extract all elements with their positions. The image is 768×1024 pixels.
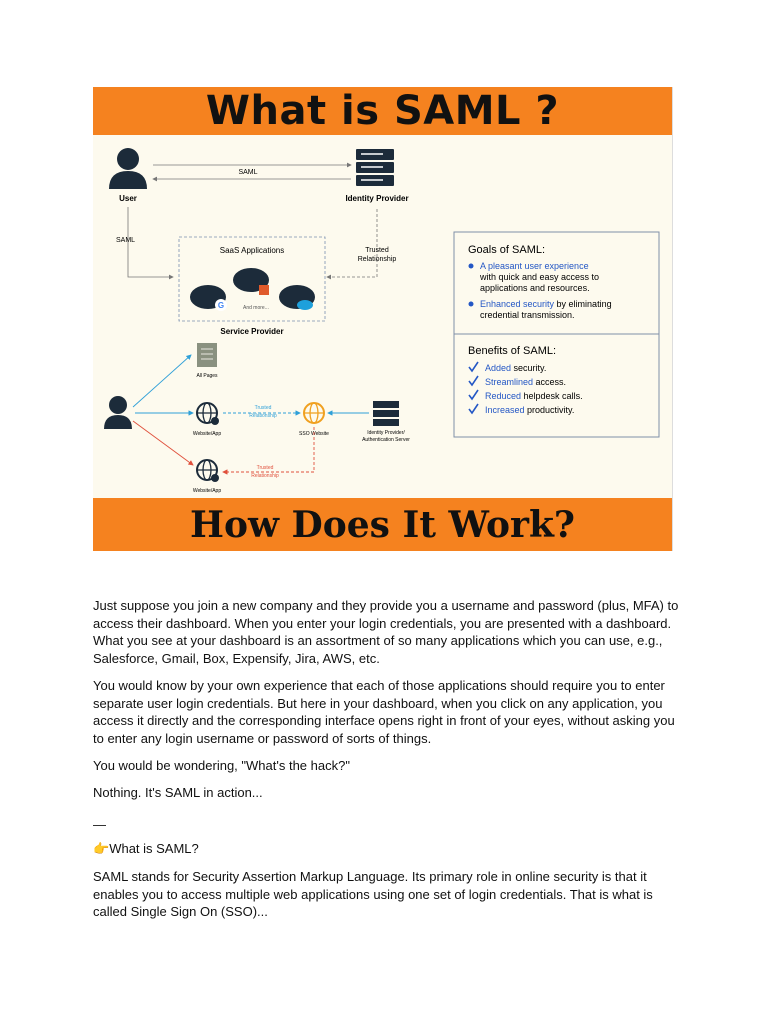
paragraph-answer: Nothing. It's SAML in action... xyxy=(93,785,263,800)
and-more-label: And more... xyxy=(243,305,269,311)
infographic-footer: How Does It Work? xyxy=(93,498,672,551)
section-heading xyxy=(93,840,685,858)
benefits-item3: Reduced helpdesk calls. xyxy=(485,391,583,401)
benefits-heading: Benefits of SAML: xyxy=(468,345,557,357)
saas-applications-label: SaaS Applications xyxy=(219,246,285,255)
idp-auth-label-2: Authentication Server xyxy=(362,437,410,443)
paragraph-intro: Just suppose you join a new company and they provide you a username and password (plus, MFA) to access their dashboard. When you enter your login credentials, you are presented with a dashboard. What you see at your dashboard is an assortment of so many applications which you can use, e.g., Salesforce, Gmail, Box, Expensify, Jira, AWS, etc. xyxy=(93,598,679,666)
benefits-item1: Added security. xyxy=(485,363,547,373)
goals-heading: Goals of SAML: xyxy=(468,244,546,256)
user-icon xyxy=(104,396,132,429)
sso-website-label: SSO Website xyxy=(299,431,329,437)
saml-infographic xyxy=(93,87,673,551)
paragraph-experience: You would know by your own experience that each of those applications should require you to enter separate user login credentials. But here in your dashboard, when you click on any application, you access it directly and the corresponding interface opens right in front of your eyes, without asking you to enter any login username or password of sorts of things. xyxy=(93,678,675,746)
all-pages-label: All Pages xyxy=(196,373,218,379)
identity-provider-label: Identity Provider xyxy=(345,194,409,203)
saml-top-label: SAML xyxy=(238,169,258,176)
goals-item2 xyxy=(480,299,612,309)
website-app-label-2: Website/App xyxy=(192,488,222,494)
user-icon xyxy=(109,148,147,189)
trusted-relationship-blue-1: Trusted xyxy=(254,405,272,411)
benefits-item2: Streamlined access. xyxy=(485,377,567,387)
user-label: User xyxy=(119,194,137,203)
idp-auth-label-1: Identity Provider/ xyxy=(367,430,405,436)
saml-left-label: SAML xyxy=(116,237,136,244)
benefits-item4: Increased productivity. xyxy=(485,405,575,415)
globe-icon xyxy=(197,403,219,425)
service-provider-label: Service Provider xyxy=(220,327,284,336)
trusted-relationship-top-1: Trusted xyxy=(365,247,389,254)
goals-item1-line2: with quick and easy access to xyxy=(480,272,600,282)
trusted-relationship-top-2: Relationship xyxy=(357,256,397,263)
server-icon xyxy=(373,401,399,426)
goals-item1-line3: applications and resources. xyxy=(480,283,590,293)
website-app-label-1: Website/App xyxy=(192,431,222,437)
sso-globe-icon xyxy=(304,403,324,423)
server-icon xyxy=(356,149,394,186)
pointing-hand-icon: 👉 xyxy=(93,841,110,856)
goals-item2-rest: by eliminating xyxy=(554,299,612,309)
document-icon xyxy=(197,343,217,367)
separator-dash: — xyxy=(93,817,106,832)
trusted-relationship-red-2: Relationship xyxy=(251,473,279,479)
globe-icon xyxy=(197,460,219,482)
svg-text:G: G xyxy=(217,301,225,310)
saml-diagram xyxy=(93,87,672,551)
trusted-relationship-blue-2: Relationship xyxy=(249,413,277,419)
paragraph-question: You would be wondering, "What's the hack?" xyxy=(93,758,350,773)
section-heading-text: What is SAML? xyxy=(109,841,199,856)
infographic-title: What is SAML ? xyxy=(93,87,672,135)
goals-item2-line2: credential transmission. xyxy=(480,310,575,320)
goals-item1-highlight: A pleasant user experience xyxy=(480,261,589,271)
checkmark-icon xyxy=(469,362,478,413)
trusted-relationship-red-1: Trusted xyxy=(256,465,274,471)
goals-item2-highlight: Enhanced security xyxy=(480,299,555,309)
paragraph-definition: SAML stands for Security Assertion Markup Language. Its primary role in online security is that it enables you to access multiple web applications using one set of login credentials. That is what is called Single Sign On (SSO)... xyxy=(93,869,653,919)
